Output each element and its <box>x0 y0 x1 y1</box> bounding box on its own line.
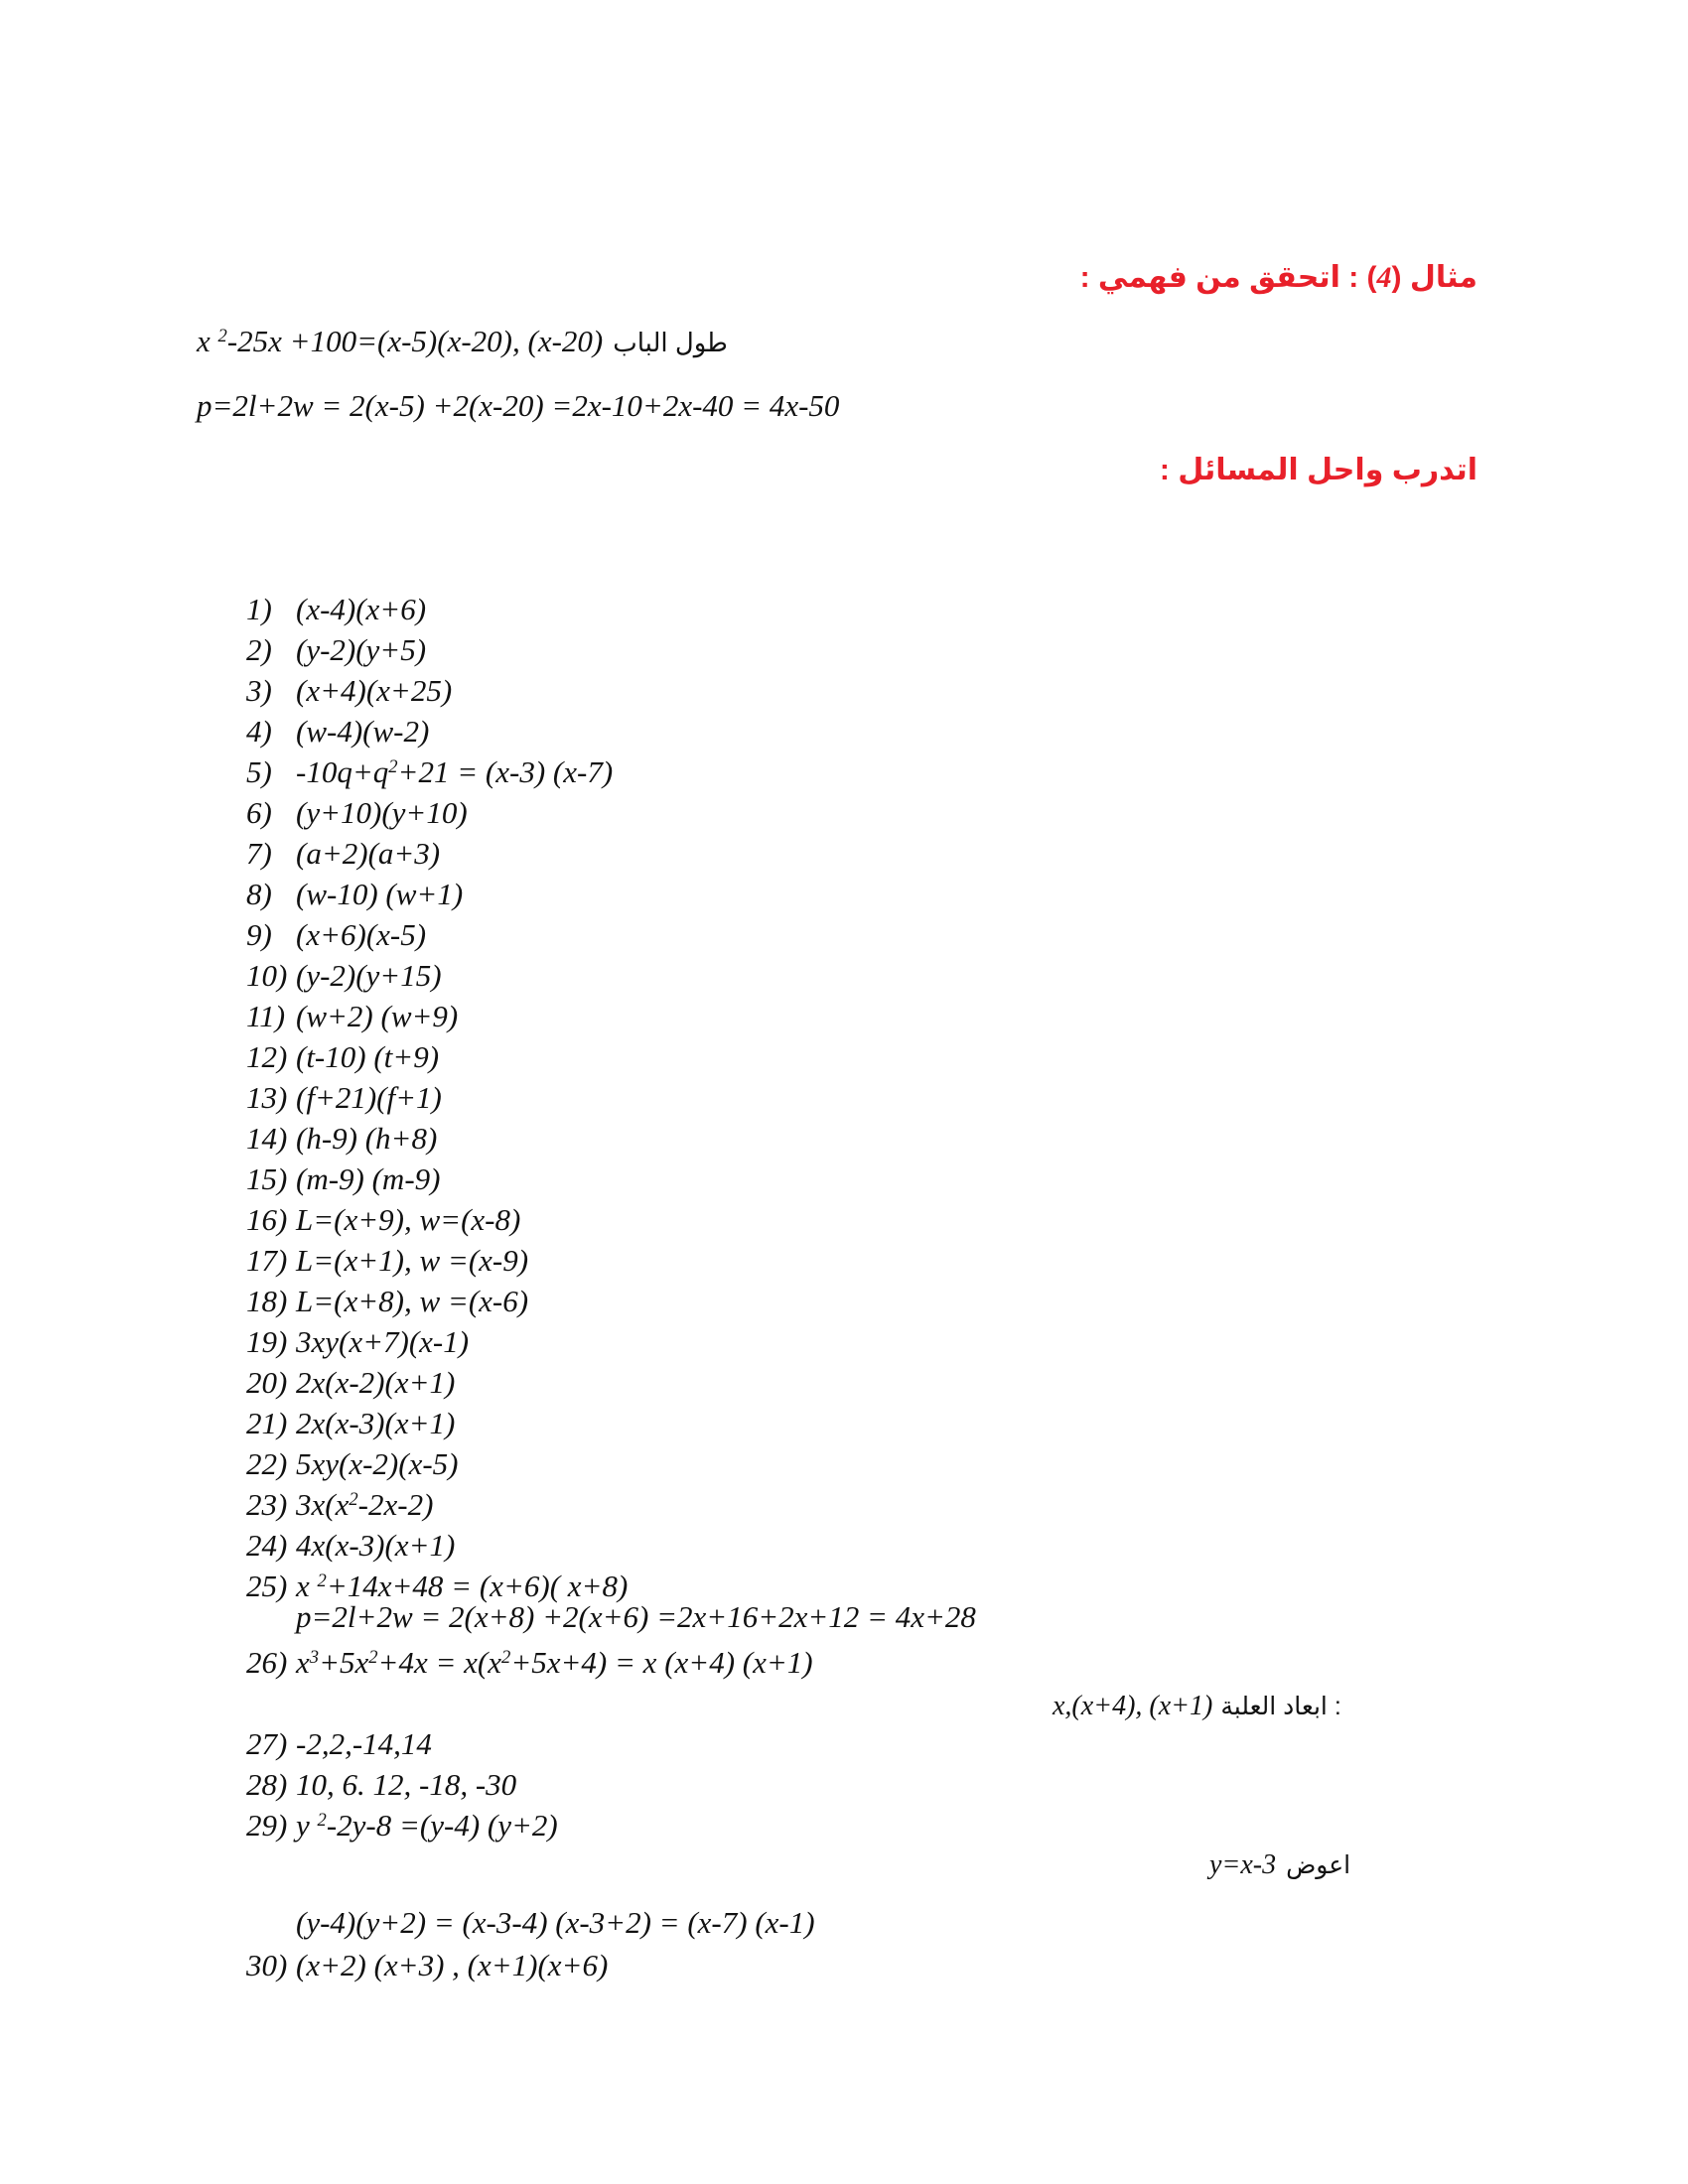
box-dimensions-value: x,(x+4), (x+1) <box>1053 1691 1213 1721</box>
answer-item <box>246 1159 440 1199</box>
answer-text: -2,2,-14,14 <box>296 1726 432 1761</box>
answer-number: 8) <box>246 877 272 911</box>
answer-item <box>246 1484 433 1525</box>
answer-text: $-10q+q^2+21 = (x-3)$ (x-7) <box>296 754 614 789</box>
substitute-label: اعوض <box>1286 1851 1351 1879</box>
answer-text: L=(x+8), w =(x-6) <box>296 1284 529 1318</box>
answer-number: 18) <box>246 1284 288 1318</box>
answer-text: 10, 6. 12, -18, -30 <box>296 1767 517 1802</box>
answer-item <box>246 996 458 1036</box>
practice-heading: اتدرب واحل المسائل : <box>1159 454 1477 486</box>
answer-text: (a+2)(a+3) <box>296 836 441 871</box>
answer-number: 14) <box>246 1121 288 1156</box>
answer-item <box>246 1240 528 1281</box>
answer-number: 23) <box>246 1487 288 1522</box>
answer-text: (f+21)(f+1) <box>296 1080 442 1115</box>
answer-item <box>246 751 613 792</box>
answer-text: (y-2)(y+15) <box>296 958 442 993</box>
answer-number: 30) <box>246 1948 288 1982</box>
answer-number: 27) <box>246 1726 288 1761</box>
answer-number: 1) <box>246 592 272 626</box>
answer-item <box>246 1723 432 1764</box>
answer-text: (x+6)(x-5) <box>296 917 427 952</box>
answer-number: 6) <box>246 795 272 830</box>
box-dimensions-line <box>1053 1691 1341 1722</box>
answer-item <box>246 1199 520 1240</box>
answer-number: 7) <box>246 836 272 871</box>
answer-text: (w-10) (w+1) <box>296 877 464 911</box>
answer-text: x $^2$+14x+48 = (x+6)( x+8) <box>296 1569 629 1603</box>
answer-text: (m-9) (m-9) <box>296 1161 441 1196</box>
answer-text: 3xy(x+7)(x-1) <box>296 1324 470 1359</box>
answer-item <box>246 1403 455 1443</box>
answer-item <box>246 711 429 751</box>
answer-text: (t-10) (t+9) <box>296 1039 440 1074</box>
answer-number: 13) <box>246 1080 288 1115</box>
door-length-line <box>197 324 728 359</box>
answer-number: 25) <box>246 1569 288 1603</box>
answer-text: (x+2) (x+3) , (x+1)(x+6) <box>296 1948 609 1982</box>
answer-text: 4x(x-3)(x+1) <box>296 1528 456 1563</box>
answer-number: 3) <box>246 673 272 708</box>
answer-number: 16) <box>246 1202 288 1237</box>
answer-text: (y+10)(y+10) <box>296 795 468 830</box>
answer-number: 22) <box>246 1446 288 1481</box>
answer-number: 28) <box>246 1767 288 1802</box>
answer-item <box>246 874 463 914</box>
substitute-line <box>1209 1849 1350 1881</box>
answer-number: 11) <box>246 999 286 1033</box>
answer-number: 15) <box>246 1161 288 1196</box>
answer-item <box>246 1321 469 1362</box>
answer-number: 12) <box>246 1039 288 1074</box>
answer-item <box>246 1362 455 1403</box>
answer-text: (x-4)(x+6) <box>296 592 427 626</box>
answer-number: 2) <box>246 632 272 667</box>
substitute-value: y=x-3 <box>1209 1849 1277 1880</box>
answer-text: $x^3+5x^2+4x = x(x^2+5x+4) = x$ (x+4) (x+1) <box>296 1645 813 1680</box>
answer-item <box>246 1281 528 1321</box>
answer-item <box>246 792 468 833</box>
answer-item <box>246 1764 516 1805</box>
door-length-label: طول الباب <box>613 328 728 357</box>
answer-item <box>246 1805 558 1845</box>
answer-item <box>246 833 440 874</box>
box-dimensions-label: ابعاد العلبة : <box>1220 1693 1341 1720</box>
answer-text: L=(x+1), w =(x-9) <box>296 1243 529 1278</box>
answer-number: 24) <box>246 1528 288 1563</box>
answer-text: 2x(x-2)(x+1) <box>296 1365 456 1400</box>
answer-item-30 <box>246 1945 608 1985</box>
answer-text: L=(x+9), w=(x-8) <box>296 1202 521 1237</box>
answer-item <box>246 670 452 711</box>
answer-number: 29) <box>246 1808 288 1843</box>
answer-number: 4) <box>246 714 272 749</box>
answer-item <box>246 629 426 670</box>
answer-item <box>246 1525 455 1566</box>
answer-item <box>246 1443 458 1484</box>
answer-number: 17) <box>246 1243 288 1278</box>
answer-number: 21) <box>246 1406 288 1440</box>
answer-number: 20) <box>246 1365 288 1400</box>
answer-text: (h-9) (h+8) <box>296 1121 438 1156</box>
answer-item <box>246 1036 439 1077</box>
answer-number: 10) <box>246 958 288 993</box>
door-factorization: x $^2$-25x +100=(x-5)(x-20), (x-20) <box>197 324 604 358</box>
answer-text: $3x(x^2-2x-2)$ <box>296 1487 434 1522</box>
answer-text: 5xy(x-2)(x-5) <box>296 1446 459 1481</box>
perimeter-line: p=2l+2w = 2(x-5) +2(x-20) =2x-10+2x-40 = 4x-50 <box>197 388 840 423</box>
answer-text: (w-4)(w-2) <box>296 714 430 749</box>
answer-text: (y-2)(y+5) <box>296 632 427 667</box>
answer-item <box>246 589 426 629</box>
answer-item <box>246 914 426 955</box>
answer-25-perimeter: p=2l+2w = 2(x+8) +2(x+6) =2x+16+2x+12 = 4x+28 <box>296 1599 976 1634</box>
answer-item <box>246 1077 442 1118</box>
answer-text: (x+4)(x+25) <box>296 673 453 708</box>
answer-number: 5) <box>246 754 272 789</box>
answer-item <box>246 955 442 996</box>
answer-item-26 <box>246 1642 813 1683</box>
answer-number: 9) <box>246 917 272 952</box>
answer-item <box>246 1118 437 1159</box>
answer-text: 2x(x-3)(x+1) <box>296 1406 456 1440</box>
answer-text: (w+2) (w+9) <box>296 999 459 1033</box>
answer-text: y $^2$-2y-8 =(y-4) (y+2) <box>296 1808 558 1843</box>
answer-number: 19) <box>246 1324 288 1359</box>
answer-29-result: (y-4)(y+2) = (x-3-4) (x-3+2) = (x-7) (x-1) <box>296 1905 815 1940</box>
answer-number: 26) <box>246 1645 288 1680</box>
example-heading: مثال (4) : اتحقق من فهمي : <box>1079 261 1477 294</box>
